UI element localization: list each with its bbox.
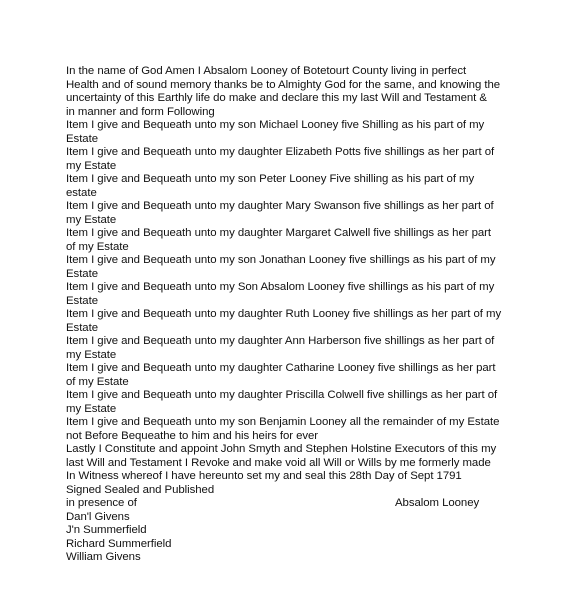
- bequest-item: [66, 416, 536, 443]
- closing-clause: [66, 443, 536, 484]
- bequest-line: my Estate: [66, 213, 117, 226]
- bequest-item: [66, 227, 536, 254]
- witness-name: Dan'l Givens: [66, 510, 130, 523]
- witness-name: J'n Summerfield: [66, 524, 147, 536]
- signature-block: [66, 484, 536, 511]
- bequest-line: Item I give and Bequeath unto my son Michael Looney five Shilling as his part of my: [66, 119, 485, 131]
- bequest-line: Item I give and Bequeath unto my daughter Mary Swanson five shillings as her part of: [66, 200, 494, 212]
- preamble-line: uncertainty of this Earthly life do make and declare this my last Will and Testament &: [66, 92, 487, 104]
- preamble-line: in manner and form Following: [66, 105, 215, 118]
- closing-line: Lastly I Constitute and appoint John Smyth and Stephen Holstine Executors of this my: [66, 443, 497, 455]
- bequest-line: Item I give and Bequeath unto my daughter Elizabeth Potts five shillings as her part of: [66, 146, 495, 158]
- bequest-item: [66, 281, 536, 308]
- witness-name: William Givens: [66, 551, 141, 563]
- signatory-name: Absalom Looney: [395, 496, 480, 509]
- bequest-line: Item I give and Bequeath unto my son Peter Looney Five shilling as his part of my: [66, 173, 475, 185]
- bequest-line: my Estate: [66, 159, 117, 172]
- bequest-line: of my Estate: [66, 240, 129, 253]
- closing-line: last Will and Testament I Revoke and make void all Will or Wills by me formerly made: [66, 456, 491, 469]
- bequest-line: Item I give and Bequeath unto my son Benjamin Looney all the remainder of my Estate: [66, 416, 500, 428]
- witness-list: [66, 511, 536, 565]
- closing-line: In Witness whereof I have hereunto set my and seal this 28th Day of Sept 1791: [66, 470, 462, 482]
- bequest-line: Item I give and Bequeath unto my daughter Ann Harberson five shillings as her part of: [66, 335, 495, 347]
- bequest-line: Item I give and Bequeath unto my son Jonathan Looney five shillings as his part of my: [66, 254, 496, 266]
- bequest-line: Item I give and Bequeath unto my daughter Margaret Calwell five shillings as her part: [66, 227, 492, 239]
- preamble-line: Health and of sound memory thanks be to Almighty God for the same, and knowing the: [66, 78, 501, 91]
- preamble: [66, 65, 536, 119]
- bequest-line: Estate: [66, 294, 98, 307]
- bequest-line: Estate: [66, 132, 98, 145]
- bequest-item: [66, 335, 536, 362]
- bequest-item: [66, 362, 536, 389]
- bequest-line: my Estate: [66, 348, 117, 361]
- preamble-line: In the name of God Amen I Absalom Looney of Botetourt County living in perfect: [66, 65, 467, 77]
- bequest-item: [66, 173, 536, 200]
- bequest-item: [66, 308, 536, 335]
- bequest-line: my Estate: [66, 402, 117, 415]
- bequest-line: of my Estate: [66, 375, 129, 388]
- bequest-item: [66, 119, 536, 146]
- witness-name: Richard Summerfield: [66, 537, 172, 550]
- presence-line: in presence of: [66, 497, 137, 509]
- bequest-item: [66, 389, 536, 416]
- bequest-line: Item I give and Bequeath unto my daughter Priscilla Colwell five shillings as her part of: [66, 389, 498, 401]
- will-text: [66, 65, 536, 565]
- bequest-items: [66, 119, 536, 443]
- bequest-line: Estate: [66, 267, 98, 280]
- signed-sealed-line: Signed Sealed and Published: [66, 483, 215, 496]
- bequest-item: [66, 200, 536, 227]
- bequest-item: [66, 254, 536, 281]
- bequest-line: Estate: [66, 321, 98, 334]
- bequest-line: not Before Bequeathe to him and his heirs for ever: [66, 429, 319, 442]
- bequest-line: Item I give and Bequeath unto my daughter Catharine Looney five shillings as her part: [66, 362, 496, 374]
- bequest-item: [66, 146, 536, 173]
- bequest-line: estate: [66, 186, 97, 199]
- bequest-line: Item I give and Bequeath unto my daughter Ruth Looney five shillings as her part of my: [66, 308, 502, 320]
- bequest-line: Item I give and Bequeath unto my Son Absalom Looney five shillings as his part of my: [66, 281, 495, 293]
